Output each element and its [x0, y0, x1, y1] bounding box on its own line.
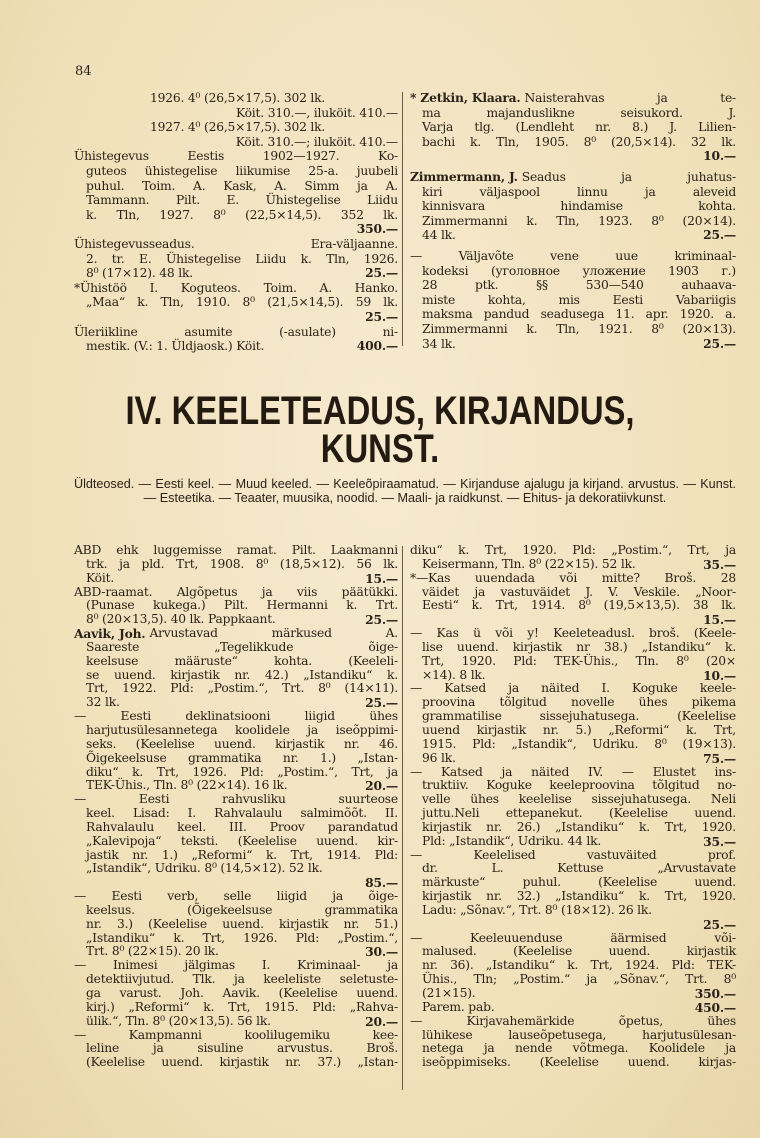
entry-text: velle ühes keelelise sissejuhatusega. Neli [422, 792, 736, 807]
entry-line [410, 862, 736, 876]
bibliography-entry [74, 1029, 398, 1071]
entry-line [74, 310, 398, 325]
entry-text: bachi k. Tln, 1905. 8⁰ (20,5×14). 32 lk. [422, 134, 736, 149]
entry-text: 1926. 4⁰ (26,5×17,5). 302 lk. [150, 91, 326, 105]
entry-line [410, 91, 736, 106]
section-contents: Üldteosed. — Eesti keel. — Muud keeled. — Keeleõpiraamatud. — Kirjanduse ajalugu ja kirjand. arvustus. — Kunst. — Esteetika. — Teaater, muusika, noodid. — Maali- ja raidkunst. — Ehitus- ja dekoratiivkunst. [74, 477, 736, 505]
entry-text: Arvustavad märkused A. [149, 626, 398, 641]
entry-line [410, 849, 736, 863]
entry-line [74, 779, 398, 793]
bibliography-entry [74, 890, 398, 959]
entry-line [74, 793, 398, 807]
bibliography-entry [410, 932, 736, 1015]
entry-text: (Keelelise uuend. kirjastik nr. 37.) „Istan- [86, 1055, 398, 1070]
entry-text: k. Tln, 1927. 8⁰ (22,5×14,5). 352 lk. [86, 207, 398, 222]
entry-line [74, 807, 398, 821]
entry-text: harjutusülesannetega koolidele ja iseõppimi- [86, 722, 398, 737]
entry-text: kirjastik nr. 32.) „Istandiku“ k. Trt, 1920. [422, 889, 736, 904]
entry-text: — Kirjavahemärkide õpetus, ühes [410, 1013, 736, 1028]
bibliography-entry [74, 281, 398, 325]
entry-line [410, 149, 736, 164]
entry-text: Tammann. Pilt. E. Ühistegelise Liidu [86, 193, 398, 208]
entry-line [410, 669, 736, 683]
entry-line [410, 973, 736, 987]
entry-line [74, 959, 398, 973]
entry-line [74, 193, 398, 208]
entry-line [410, 945, 736, 959]
entry-text: „Maa“ k. Tln, 1910. 8⁰ (21,5×14,5). 59 lk. [86, 295, 398, 310]
bibliography-entry [410, 682, 736, 765]
entry-line [410, 1029, 736, 1043]
entry-line [410, 322, 736, 337]
entry-price: 350.— [356, 221, 398, 237]
entry-line [410, 752, 736, 766]
entry-line [74, 1056, 398, 1070]
entry-line [410, 1056, 736, 1070]
entry-price: 35.— [703, 556, 736, 572]
entry-text: Ühis., Tln; „Postim.“ ja „Sõnav.“, Trt. 8⁰ [422, 972, 736, 987]
bibliography-entry [410, 572, 736, 627]
entry-line [410, 987, 736, 1001]
bibliography-entry [410, 170, 736, 243]
entry-price: 350.— [694, 986, 736, 1001]
entry-text: ülik.“, Tln. 8⁰ (20×13,5). 56 lk. [86, 1013, 271, 1028]
bibliography-entry [74, 544, 398, 586]
entry-text: Zimmermanni k. Tln, 1923. 8⁰ (20×14). [422, 213, 736, 228]
bibliography-entry [410, 627, 736, 682]
entry-line [410, 613, 736, 627]
section-heading-line1: IV. KEELETEADUS, KIRJANDUS, [125, 389, 635, 433]
entry-line [410, 710, 736, 724]
entry-text: — Kampmanni koolilugemiku kee- [74, 1027, 398, 1042]
entry-line [74, 266, 398, 281]
entry-text: Eesti“ k. Trt, 1914. 8⁰ (19,5×13,5). 38 lk. [422, 598, 736, 613]
entry-text: 34 lk. [422, 336, 456, 351]
entry-text: 1915. Pld: „Istandik“, Udriku. 8⁰ (19×13). [422, 736, 736, 751]
entry-line [410, 904, 736, 918]
entry-text: väidet ja vastuväidet J. V. Veskile. „Noor- [422, 584, 736, 599]
bibliography-entry [74, 627, 398, 710]
entry-line [74, 876, 398, 890]
entry-line [74, 586, 398, 600]
bibliography-entry [410, 249, 736, 351]
top-left-column [74, 91, 398, 354]
binding-note: Köit. [86, 570, 115, 585]
bibliography-entry [74, 325, 398, 354]
entry-author: Zimmermann, J. [410, 168, 518, 184]
entry-line [74, 237, 398, 252]
entry-text: jastik nr. 1.) „Reformi“ k. Trt, 1914. Pld: [86, 847, 398, 862]
entry-line [74, 738, 398, 752]
entry-price: 85.— [365, 875, 398, 891]
bottom-right-column [410, 544, 736, 1070]
entry-text: — Eesti deklinatsiooni liigid ühes [74, 709, 398, 724]
entry-line [410, 185, 736, 200]
entry-line [410, 293, 736, 308]
entry-line [74, 655, 398, 669]
entry-line [410, 766, 736, 780]
entry-text: 32 lk. [86, 695, 120, 710]
entry-text: uuend kirjastik nr. 5.) „Reformi“ k. Trt, [422, 722, 736, 737]
entry-line [74, 862, 398, 876]
entry-text: Zimmermanni k. Tln, 1921. 8⁰ (20×13). [422, 321, 736, 336]
bibliography-entry [410, 91, 736, 164]
entry-text: — Katsed ja näited IV. — Elustet ins- [410, 764, 736, 779]
entry-line [410, 278, 736, 293]
top-right-column [410, 91, 736, 351]
entry-text: — Kas ü või y! Keeleteadusl. broš. (Keele- [410, 626, 736, 641]
entry-text: 8⁰ (20×13,5). 40 lk. Pappkaant. [86, 612, 276, 627]
entry-line [74, 904, 398, 918]
entry-text: Õigekeelsuse grammatika nr. 1.) „Istan- [86, 750, 398, 765]
entry-line [410, 337, 736, 352]
entry-line [74, 120, 398, 135]
entry-text: maksma pandud seadusega 11. apr. 1920. a. [422, 307, 736, 322]
entry-line [410, 821, 736, 835]
entry-line [74, 669, 398, 683]
entry-line [410, 890, 736, 904]
binding-note: Köit. 310.—, iluköit. 410.— [235, 105, 398, 120]
entry-price: 25.— [703, 335, 736, 351]
entry-text: — Väljavõte vene uue kriminaal- [410, 248, 736, 263]
entry-text: iseõppimiseks. (Keelelise uuend. kirjas- [422, 1055, 736, 1070]
entry-price: 30.— [365, 944, 398, 960]
entry-text: diku“ k. Trt, 1920. Pld: „Postim.“, Trt, ja [410, 543, 736, 557]
entry-line [74, 106, 398, 121]
entry-line [410, 682, 736, 696]
entry-line [74, 599, 398, 613]
entry-line [410, 779, 736, 793]
entry-line [410, 228, 736, 243]
entry-line [74, 821, 398, 835]
entry-line [74, 973, 398, 987]
entry-price: 400.— [356, 338, 398, 354]
entry-line [410, 655, 736, 669]
entry-text: Saareste „Tegelikkude õige- [86, 639, 398, 654]
entry-price: 25.— [365, 308, 398, 324]
entry-line [410, 599, 736, 613]
entry-line [410, 641, 736, 655]
entry-text: Naisterahvas ja te- [524, 91, 736, 105]
entry-line [410, 558, 736, 572]
entry-line [74, 325, 398, 340]
entry-text: Ühistegevus Eestis 1902—1927. Ko- [74, 149, 398, 164]
entry-line [74, 179, 398, 194]
entry-line [410, 586, 736, 600]
entry-text: *Ühistöö I. Koguteos. Toim. A. Hanko. [74, 280, 398, 295]
entry-text: kodeksi (уголовное уложение 1903 г.) [422, 263, 736, 278]
section-heading [68, 389, 691, 471]
entry-text: juttu.Neli ettepanekut. (Keelelise uuend. [422, 806, 736, 821]
entry-price: 25.— [365, 612, 398, 628]
entry-text: Varja tlg. (Lendleht nr. 8.) J. Lilien- [422, 120, 736, 135]
entry-line [410, 249, 736, 264]
entry-price: 35.— [703, 833, 736, 849]
entry-text: Trt, 1922. Pld: „Postim.“, Trt. 8⁰ (14×11). [86, 681, 398, 696]
entry-line [74, 1001, 398, 1015]
bibliography-entry [410, 1015, 736, 1070]
entry-author: Aavik, Joh. [74, 626, 146, 642]
bibliography-entry [74, 91, 398, 149]
entry-text: trk. ja pld. Trt, 1908. 8⁰ (18,5×12). 56 lk. [86, 556, 398, 571]
entry-text: truktiiv. Koguke keeleproovina tõlgitud no- [422, 778, 736, 793]
entry-price: 75.— [703, 750, 736, 766]
entry-line [74, 208, 398, 223]
entry-text: kirj.) „Reformi“ k. Trt, 1915. Pld: „Rahva- [86, 999, 398, 1014]
entry-line [410, 932, 736, 946]
entry-text: guteos ühistegelise liikumise 25-a. juubeli [86, 163, 398, 178]
entry-text: miste kohta, mis Eesti Vabariigis [422, 292, 736, 307]
entry-text: ABD ehk luggemisse ramat. Pilt. Laakmanni [74, 543, 398, 557]
entry-line [74, 696, 398, 710]
entry-text: proovina tõlgitud novelle ühes pikema [422, 695, 736, 710]
entry-line [410, 170, 736, 185]
entry-line [74, 710, 398, 724]
entry-text: kirjastik nr. 26.) „Istandiku“ k. Trt, 1920. [422, 819, 736, 834]
entry-line [74, 295, 398, 310]
entry-price: 25.— [365, 695, 398, 711]
entry-line [410, 793, 736, 807]
entry-text: ×14). 8 lk. [422, 667, 486, 682]
entry-line [74, 682, 398, 696]
entry-text: (21×15). [422, 986, 476, 1000]
column-divider [402, 546, 403, 1090]
entry-text: netega ja nende võtmega. Koolidele ja [422, 1041, 736, 1056]
entry-line [74, 932, 398, 946]
entry-text: 28 ptk. §§ 530—540 auhaava- [422, 278, 736, 293]
entry-text: 2. tr. E. Ühistegelise Liidu k. Tln, 1926. [86, 251, 398, 266]
entry-text: dr. L. Kettuse „Arvustavate [422, 861, 736, 876]
bibliography-entry [74, 586, 398, 628]
entry-line [74, 752, 398, 766]
entry-line [410, 106, 736, 121]
entry-price: 450.— [694, 999, 736, 1015]
entry-line [410, 835, 736, 849]
entry-line [74, 149, 398, 164]
entry-text: mestik. (V.: 1. Üldjaosk.) Köit. [86, 339, 265, 354]
entry-text: Keisermann, Tln. 8⁰ (22×15). 52 lk. [422, 556, 636, 571]
entry-line [74, 627, 398, 641]
entry-text: — Keeleuuenduse äärmised või- [410, 930, 736, 945]
entry-price: 25.— [703, 227, 736, 243]
entry-line [74, 558, 398, 572]
entry-line [74, 544, 398, 558]
entry-text: 1927. 4⁰ (26,5×17,5). 302 lk. [150, 120, 326, 135]
entry-line [74, 835, 398, 849]
entry-text: seks. (Keelelise uuend. kirjastik nr. 46. [86, 736, 398, 751]
entry-text: ga varust. Joh. Aavik. (Keelelise uuend. [86, 986, 398, 1000]
entry-text: ma majanduslikne seisukord. J. [422, 105, 736, 120]
entry-text: keelsus. (Õigekeelsuse grammatika [86, 902, 398, 917]
entry-line [410, 199, 736, 214]
entry-line [410, 1015, 736, 1029]
entry-text: (Punase kukega.) Pilt. Hermanni k. Trt. [86, 598, 398, 613]
entry-text: Seadus ja juhatus- [521, 169, 736, 184]
bibliography-entry [74, 149, 398, 237]
entry-text: *—Kas uuendada või mitte? Broš. 28 [410, 570, 736, 585]
bottom-left-column [74, 544, 398, 1070]
entry-price: 20.— [365, 778, 398, 794]
entry-price: 10.— [703, 667, 736, 683]
entry-text: 44 lk. [422, 228, 456, 243]
entry-text: detektiivjutud. Tlk. ja keeleliste seletuste- [86, 972, 398, 987]
entry-text: kinnisvara hindamise kohta. [422, 199, 736, 214]
entry-text: Trt, 1920. Pld: TEK-Ühis., Tln. 8⁰ (20× [422, 653, 736, 668]
entry-line [410, 544, 736, 558]
entry-line [74, 252, 398, 267]
entry-line [74, 918, 398, 932]
entry-price: 15.— [703, 612, 736, 628]
entry-line [410, 724, 736, 738]
entry-line [410, 627, 736, 641]
entry-text: Üleriikline asumite (-asulate) ni- [74, 324, 398, 339]
entry-text: ABD-raamat. Algõpetus ja viis päätükki. [74, 584, 398, 599]
entry-line [74, 890, 398, 904]
binding-note: Köit. 310.—; iluköit. 410.— [235, 134, 398, 149]
binding-note: Parem. pab. [422, 999, 495, 1014]
entry-line [410, 1001, 736, 1015]
entry-text: nr. 36). „Istandiku“ k. Trt, 1924. Pld: TEK- [422, 958, 736, 973]
entry-text: grammatilise sissejuhatusega. (Keelelise [422, 709, 736, 724]
entry-line [410, 120, 736, 135]
entry-line [74, 613, 398, 627]
page-number: 84 [75, 64, 92, 79]
entry-line [410, 807, 736, 821]
entry-text: nr. 3.) (Keelelise uuend. kirjastik nr. 51.) [86, 916, 398, 931]
entry-line [74, 724, 398, 738]
bibliography-entry [410, 766, 736, 849]
entry-line [74, 91, 398, 106]
entry-text: Rahvalaulu keel. III. Proov parandatud [86, 819, 398, 834]
entry-text: Pld: „Istandik“, Udriku. 44 lk. [422, 833, 602, 848]
entry-text: malused. (Keelelise uuend. kirjastik [422, 944, 736, 959]
entry-price: 20.— [365, 1013, 398, 1029]
entry-line [74, 641, 398, 655]
entry-line [74, 849, 398, 863]
section-heading-line2: KUNST. [320, 427, 440, 471]
entry-text: lühikese lauseõpetusega, harjutusülesan- [422, 1027, 736, 1042]
entry-text: Trt. 8⁰ (22×15). 20 lk. [86, 944, 219, 959]
entry-text: kiri väljaspool linnu ja aleveid [422, 184, 736, 199]
column-divider [402, 92, 403, 346]
entry-price: 10.— [703, 148, 736, 164]
entry-line [410, 696, 736, 710]
entry-price: 25.— [703, 916, 736, 932]
entry-line [410, 1042, 736, 1056]
entry-text: — Katsed ja näited I. Koguke keele- [410, 681, 736, 696]
entry-text: — Keelelised vastuväited prof. [410, 847, 736, 862]
entry-text: keelsuse määruste“ kohta. (Keeleli- [86, 653, 398, 668]
entry-line [410, 918, 736, 932]
entry-line [74, 339, 398, 354]
entry-text: — Eesti rahvusliku suurteose [74, 792, 398, 807]
entry-text: se uuend. kirjastik nr. 42.) „Istandiku“ k. [86, 667, 398, 682]
entry-line [410, 135, 736, 150]
entry-line [410, 876, 736, 890]
entry-line [74, 281, 398, 296]
entry-line [74, 945, 398, 959]
entry-line [74, 222, 398, 237]
entry-line [410, 264, 736, 279]
bibliography-entry [410, 849, 736, 932]
entry-line [74, 1029, 398, 1043]
entry-line [74, 1042, 398, 1056]
entry-text: leline ja sisuline arvustus. Broš. [86, 1041, 398, 1056]
entry-line [410, 307, 736, 322]
bibliography-entry [74, 793, 398, 890]
entry-author: * Zetkin, Klaara. [410, 90, 521, 105]
entry-line [74, 164, 398, 179]
entry-line [74, 987, 398, 1001]
entry-line [410, 572, 736, 586]
entry-text: lise uuend. kirjastik nr 38.) „Istandiku“ k. [422, 639, 736, 654]
entry-text: „Istandik“, Udriku. 8⁰ (14,5×12). 52 lk. [86, 861, 323, 876]
entry-text: Ladu: „Sõnav.“, Trt. 8⁰ (18×12). 26 lk. [422, 902, 652, 917]
entry-text: — Eesti verb, selle liigid ja õige- [74, 889, 398, 904]
bibliography-entry [410, 544, 736, 572]
entry-text: 96 lk. [422, 750, 456, 765]
entry-line [74, 1015, 398, 1029]
entry-text: 8⁰ (17×12). 48 lk. [86, 266, 193, 281]
entry-text: keel. Lisad: I. Rahvalaulu salmimõõt. II. [86, 806, 398, 821]
entry-line [74, 135, 398, 150]
entry-line [410, 214, 736, 229]
entry-text: Ühistegevusseadus. Era-väljaanne. [74, 236, 398, 251]
entry-line [74, 572, 398, 586]
entry-text: TEK-Ühis., Tln. 8⁰ (22×14). 16 lk. [86, 778, 288, 793]
entry-line [410, 738, 736, 752]
entry-price: 15.— [365, 570, 398, 586]
entry-text: puhul. Toim. A. Kask, A. Simm ja A. [86, 178, 398, 193]
bibliography-entry [74, 237, 398, 281]
bibliography-entry [74, 959, 398, 1028]
entry-text: — Inimesi jälgimas I. Kriminaal- ja [74, 958, 398, 973]
entry-text: diku“ k. Trt, 1926. Pld: „Postim.“, Trt, ja [86, 764, 398, 779]
entry-price: 25.— [365, 265, 398, 281]
entry-text: märkuste“ puhul. (Keelelise uuend. [422, 875, 736, 890]
bibliography-entry [74, 710, 398, 793]
entry-text: „Kalevipoja“ teksti. (Keelelise uuend. kir- [86, 833, 398, 848]
entry-text: „Istandiku“ k. Trt, 1926. Pld: „Postim.“, [86, 930, 398, 945]
